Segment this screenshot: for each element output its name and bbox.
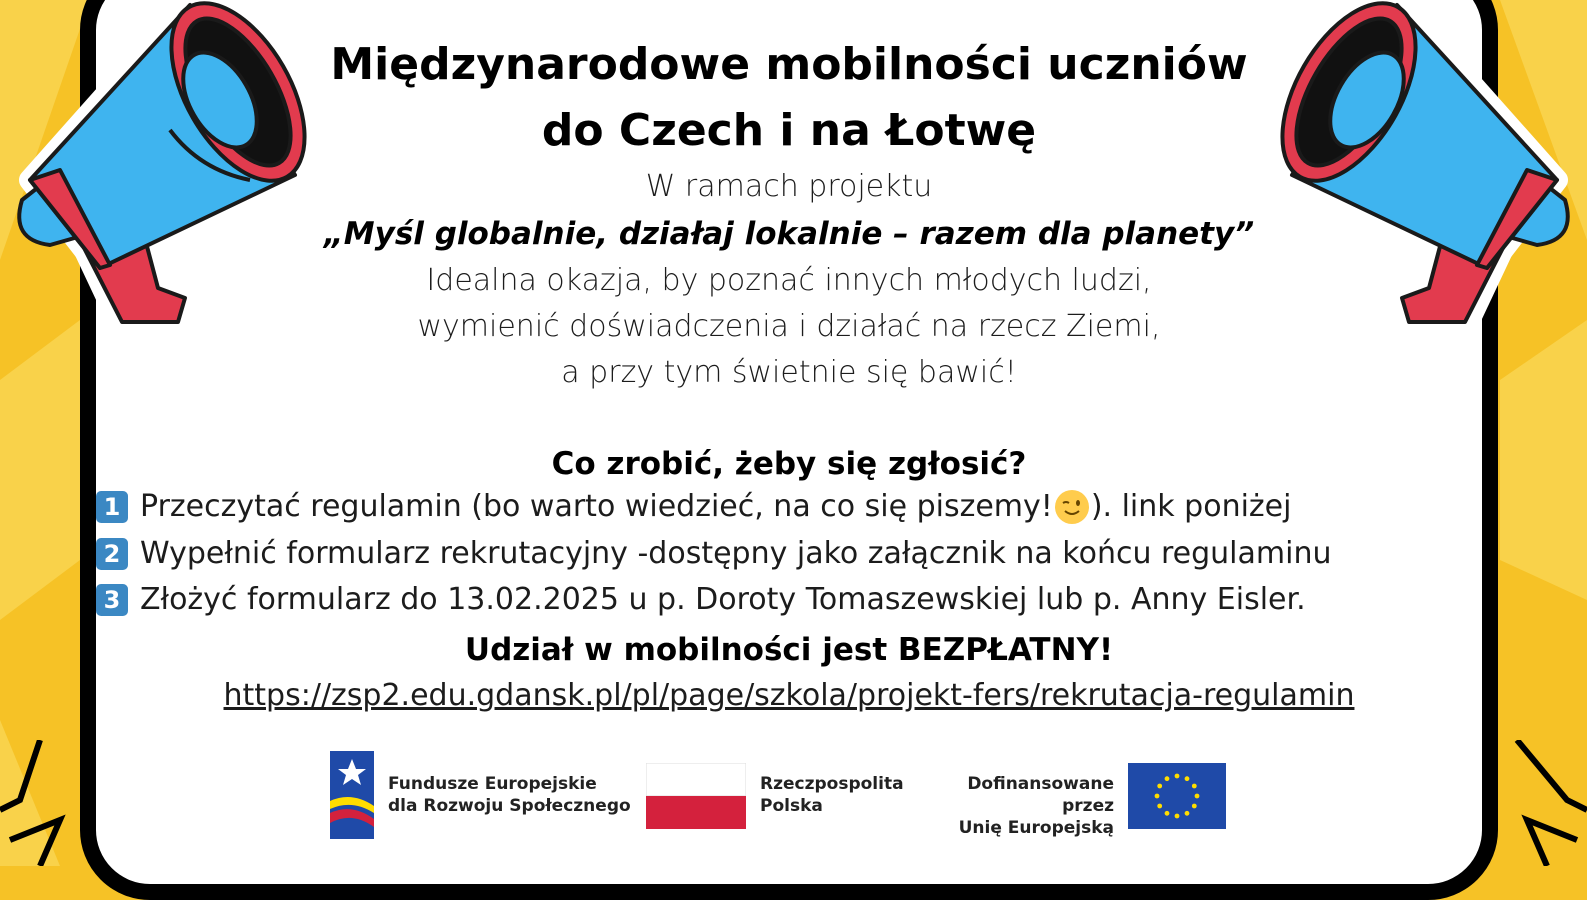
keycap-3-icon: 3 <box>96 584 128 616</box>
intro-text: W ramach projektu <box>645 169 933 204</box>
fe-logo-line-2: dla Rozwoju Społecznego <box>388 796 631 816</box>
wink-emoji-icon <box>1055 490 1089 524</box>
free-notice: Udział w mobilności jest BEZPŁATNY! <box>464 632 1114 668</box>
poland-flag-icon <box>646 763 746 829</box>
project-name: „Myśl globalnie, działaj lokalnie – razem dla planety” <box>323 216 1255 252</box>
logos-bar <box>0 745 1587 845</box>
eu-flag-icon <box>1128 763 1226 829</box>
main-content <box>80 32 1498 488</box>
fe-logo-line-1: Fundusze Europejskie <box>388 774 597 794</box>
regulations-link[interactable]: https://zsp2.edu.gdansk.pl/pl/page/szkola/projekt-fers/rekrutacja-regulamin <box>223 678 1355 713</box>
eu-logo-line-2: Unię Europejską <box>958 818 1114 838</box>
title-line-1: Międzynarodowe mobilności uczniów <box>330 39 1248 90</box>
keycap-1-icon: 1 <box>96 491 128 523</box>
step-2 <box>96 531 1332 578</box>
step-3-text: Złożyć formularz do 13.02.2025 u p. Doroty Tomaszewskiej lub p. Anny Eisler. <box>140 582 1306 617</box>
step-1 <box>96 484 1332 531</box>
description-line-1: Idealna okazja, by poznać innych młodych ludzi, <box>426 263 1152 298</box>
description-line-3: a przy tym świetnie się bawić! <box>561 355 1017 390</box>
keycap-2-icon: 2 <box>96 538 128 570</box>
rp-logo-line-2: Polska <box>760 796 823 816</box>
fe-logo-icon <box>330 751 374 839</box>
step-1-text-after: ). link poniżej <box>1090 489 1292 524</box>
description-line-2: wymienić doświadczenia i działać na rzecz Ziemi, <box>417 309 1161 344</box>
steps-list <box>96 484 1332 624</box>
question-heading: Co zrobić, żeby się zgłosić? <box>551 446 1027 482</box>
step-3 <box>96 577 1332 624</box>
eu-logo-line-1: Dofinansowane przez <box>967 774 1114 816</box>
step-2-text: Wypełnić formularz rekrutacyjny -dostępny jako załącznik na końcu regulaminu <box>140 535 1332 571</box>
rp-logo-line-1: Rzeczpospolita <box>760 774 904 794</box>
title-line-2: do Czech i na Łotwę <box>541 105 1037 156</box>
step-1-text: Przeczytać regulamin (bo warto wiedzieć, na co się piszemy! <box>140 489 1053 524</box>
